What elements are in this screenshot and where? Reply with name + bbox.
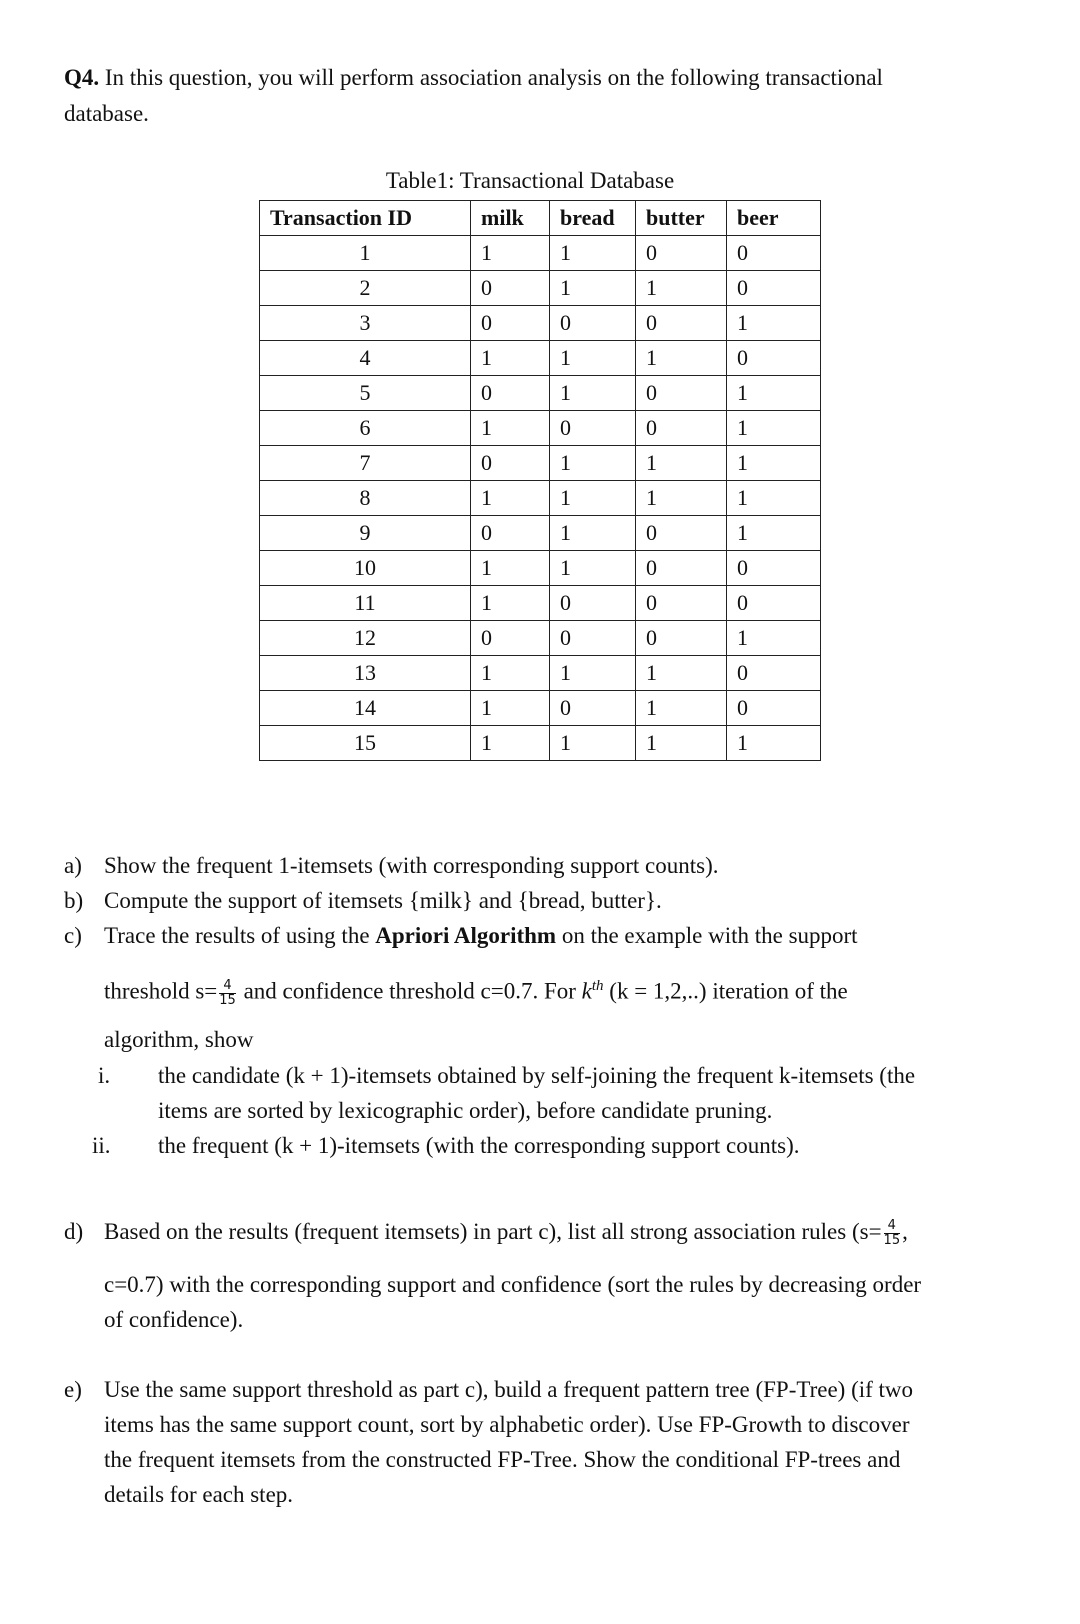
table-cell: 1: [636, 271, 727, 306]
table-cell: 0: [636, 376, 727, 411]
table-cell: 1: [550, 481, 636, 516]
table-cell: 1: [550, 376, 636, 411]
table-row: [260, 306, 821, 341]
table-cell: 1: [636, 691, 727, 726]
table-cell: 1: [550, 516, 636, 551]
table-cell: 1: [471, 481, 550, 516]
table-row: [260, 656, 821, 691]
table-cell: 14: [260, 691, 471, 726]
column-header: bread: [550, 201, 636, 236]
part-label: a): [64, 853, 82, 878]
table-cell: 12: [260, 621, 471, 656]
table-row: [260, 551, 821, 586]
table-cell: 1: [727, 376, 821, 411]
table-cell: 0: [550, 306, 636, 341]
table-cell: 1: [471, 691, 550, 726]
table-cell: 0: [471, 621, 550, 656]
table-row: [260, 236, 821, 271]
part-d-3: of confidence).: [104, 1307, 244, 1332]
table-cell: 0: [550, 621, 636, 656]
part-d: d) Based on the results (frequent itemsets) in part c), list all strong association rules (s= $\frac{4}{15}$ ,: [64, 1218, 908, 1249]
table-cell: 0: [727, 656, 821, 691]
part-c: [64, 922, 858, 950]
part-label: b): [64, 888, 84, 913]
table-cell: 1: [727, 306, 821, 341]
table-cell: 0: [471, 271, 550, 306]
table-cell: 0: [727, 586, 821, 621]
part-text: Compute the support of itemsets {milk} and {bread, butter}.: [104, 888, 662, 913]
part-c-ii-text: the frequent (k + 1)-itemsets (with the corresponding support counts).: [158, 1133, 800, 1158]
table-cell: 7: [260, 446, 471, 481]
table-cell: 13: [260, 656, 471, 691]
fraction: $\frac{4}{15}$: [883, 1218, 901, 1249]
table-cell: 0: [636, 411, 727, 446]
table-cell: 1: [260, 236, 471, 271]
table-row: [260, 446, 821, 481]
transaction-table: [259, 200, 821, 761]
part-c-i-text-2: items are sorted by lexicographic order), before candidate pruning.: [158, 1098, 773, 1123]
table-row: [260, 376, 821, 411]
table-cell: 1: [727, 516, 821, 551]
table-row: [260, 481, 821, 516]
part-text: Trace the results of using the Apriori Algorithm on the example with the support: [104, 923, 858, 948]
intro-text: In this question, you will perform association analysis on the following transactional: [99, 65, 883, 90]
table-cell: 1: [727, 446, 821, 481]
table-cell: 10: [260, 551, 471, 586]
table-cell: 1: [636, 656, 727, 691]
table-cell: 1: [471, 236, 550, 271]
table-cell: 0: [471, 376, 550, 411]
table-cell: 0: [727, 691, 821, 726]
table-cell: 0: [636, 621, 727, 656]
table-cell: 0: [471, 516, 550, 551]
table-cell: 1: [636, 481, 727, 516]
table-row: [260, 726, 821, 761]
part-a: [64, 852, 719, 880]
table-cell: 1: [471, 551, 550, 586]
table-cell: 0: [727, 551, 821, 586]
table-cell: 0: [636, 586, 727, 621]
part-label: c): [64, 923, 82, 948]
column-header: Transaction ID: [260, 201, 471, 236]
part-c-algorithm: algorithm, show: [104, 1027, 254, 1052]
table-cell: 1: [550, 341, 636, 376]
part-b: [64, 887, 662, 915]
table-cell: 1: [471, 411, 550, 446]
table-cell: 11: [260, 586, 471, 621]
table-row: [260, 516, 821, 551]
table-cell: 8: [260, 481, 471, 516]
question-intro: [64, 64, 883, 92]
table-cell: 4: [260, 341, 471, 376]
part-c-i-text: the candidate (k + 1)-itemsets obtained by self-joining the frequent k-itemsets (the: [158, 1063, 916, 1088]
part-c-threshold: threshold s= $\frac{4}{15}$ and confidence threshold c=0.7. For $k^{th}$ (k = 1,2,..) iteration of the: [104, 977, 848, 1008]
table-caption: Table1: Transactional Database: [385, 168, 675, 193]
table-cell: 1: [550, 236, 636, 271]
table-cell: 0: [550, 586, 636, 621]
part-text: Show the frequent 1-itemsets (with corresponding support counts).: [104, 853, 719, 878]
table-cell: 0: [636, 306, 727, 341]
table-cell: 15: [260, 726, 471, 761]
table-cell: 1: [550, 271, 636, 306]
table-row: [260, 691, 821, 726]
table-cell: 0: [727, 341, 821, 376]
table-row: [260, 341, 821, 376]
table-cell: 0: [550, 411, 636, 446]
table-cell: 0: [727, 271, 821, 306]
table-cell: 1: [727, 481, 821, 516]
column-header: butter: [636, 201, 727, 236]
table-cell: 1: [636, 341, 727, 376]
table-cell: 0: [550, 691, 636, 726]
table-cell: 1: [471, 726, 550, 761]
part-e: e) Use the same support threshold as part c), build a frequent pattern tree (FP-Tree) (if two: [64, 1377, 914, 1402]
table-row: [260, 271, 821, 306]
table-row: [260, 586, 821, 621]
table-cell: 3: [260, 306, 471, 341]
table-cell: 1: [550, 726, 636, 761]
part-c-ii-label: ii.: [92, 1133, 111, 1158]
table-cell: 0: [636, 551, 727, 586]
part-e-4: details for each step.: [104, 1482, 294, 1507]
table-row: [260, 621, 821, 656]
table-row: [260, 411, 821, 446]
table-cell: 1: [636, 446, 727, 481]
column-header: milk: [471, 201, 550, 236]
question-label: Q4.: [64, 65, 100, 90]
column-header: beer: [727, 201, 821, 236]
fraction: $\frac{4}{15}$: [219, 977, 236, 1008]
table-cell: 6: [260, 411, 471, 446]
table-cell: 9: [260, 516, 471, 551]
part-c-i-label: i.: [98, 1063, 111, 1088]
table-cell: 1: [471, 656, 550, 691]
table-cell: 1: [550, 446, 636, 481]
table-cell: 1: [727, 726, 821, 761]
table-cell: 5: [260, 376, 471, 411]
table-cell: 0: [727, 236, 821, 271]
part-d-2: c=0.7) with the corresponding support and confidence (sort the rules by decreasing order: [104, 1272, 922, 1297]
question-intro-2: database.: [64, 101, 149, 126]
part-e-2: items has the same support count, sort by alphabetic order). Use FP-Growth to discover: [104, 1412, 910, 1437]
table-cell: 1: [471, 341, 550, 376]
table-cell: 1: [727, 411, 821, 446]
table-cell: 0: [636, 236, 727, 271]
part-e-3: the frequent itemsets from the constructed FP-Tree. Show the conditional FP-trees and: [104, 1447, 901, 1472]
table-cell: 0: [471, 446, 550, 481]
table-cell: 0: [471, 306, 550, 341]
table-cell: 1: [550, 551, 636, 586]
table-cell: 0: [636, 516, 727, 551]
table-cell: 2: [260, 271, 471, 306]
table-cell: 1: [550, 656, 636, 691]
table-cell: 1: [727, 621, 821, 656]
table-cell: 1: [636, 726, 727, 761]
table-cell: 1: [471, 586, 550, 621]
